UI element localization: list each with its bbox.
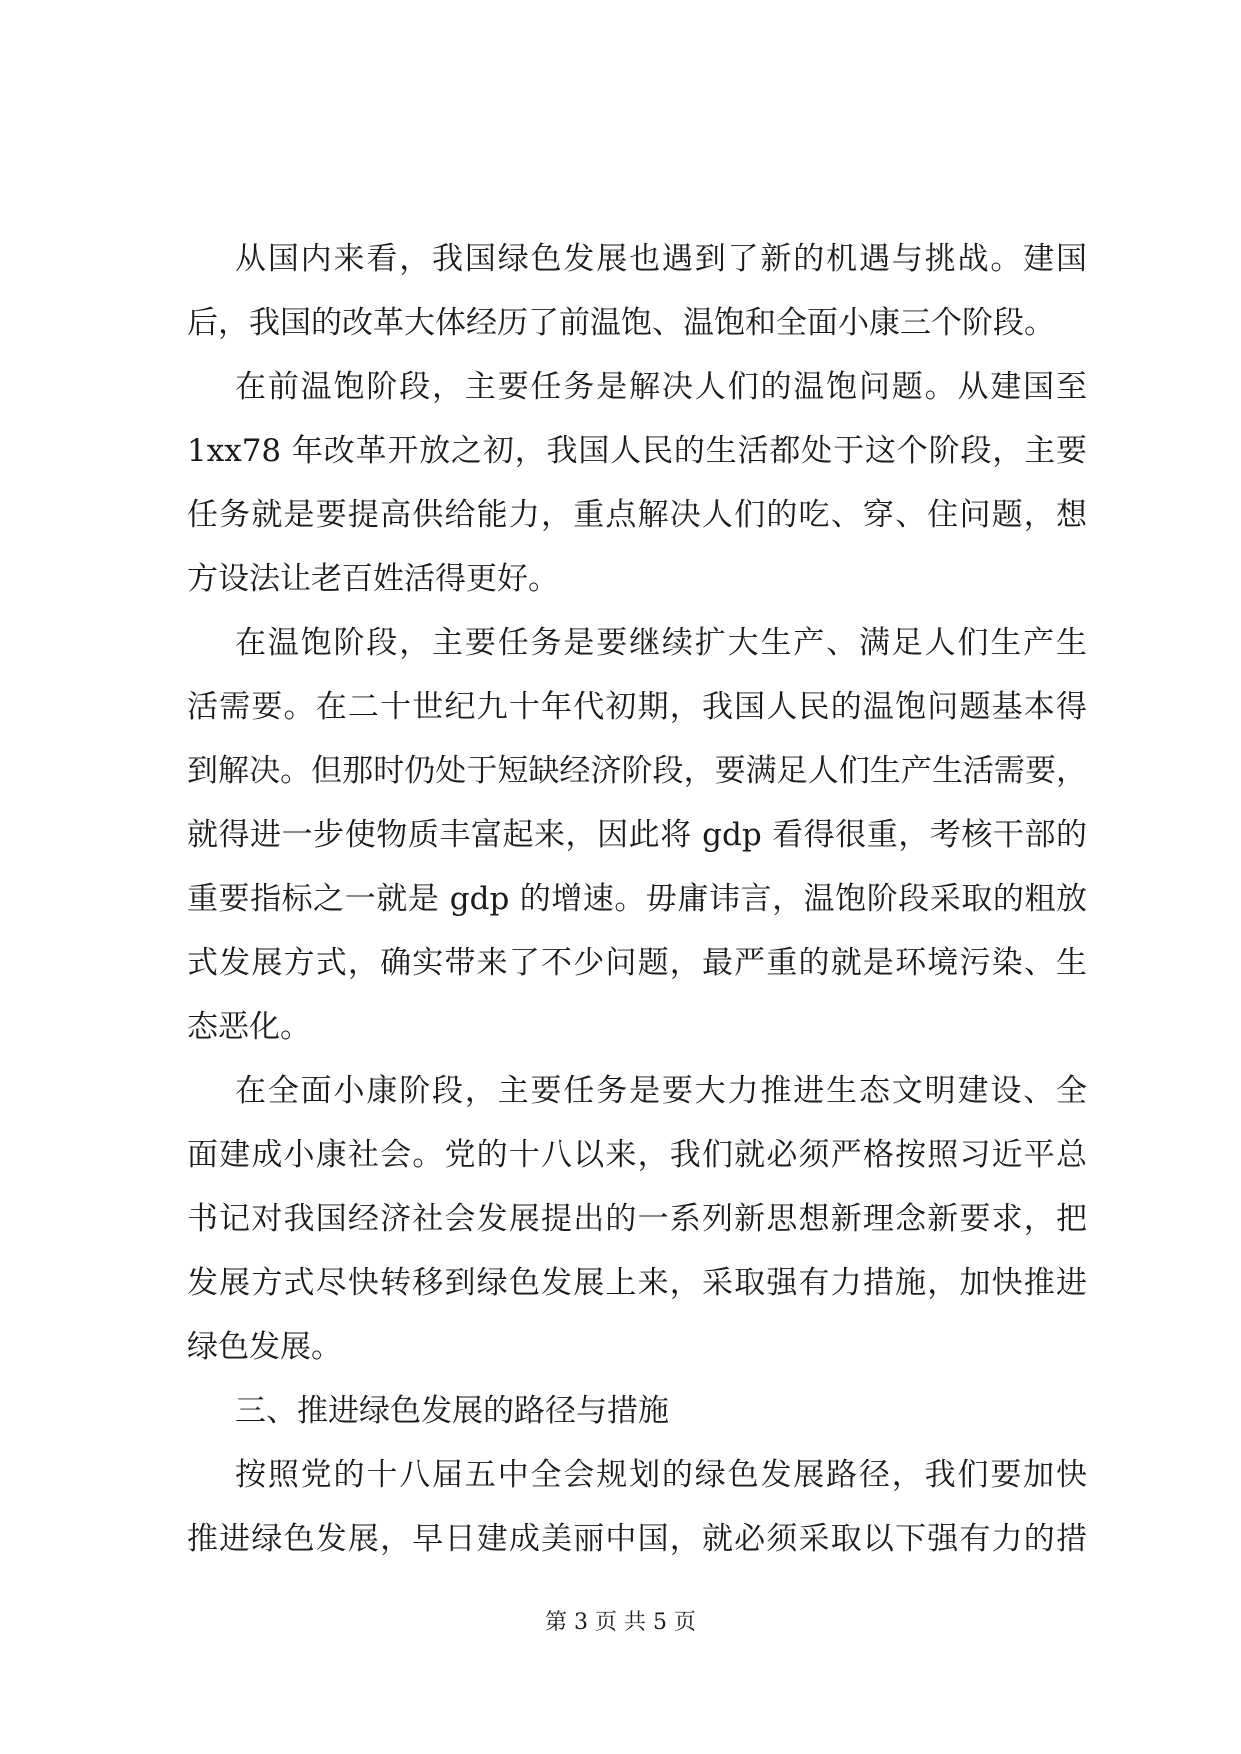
paragraph-1-line-2: 后，我国的改革大体经历了前温饱、温饱和全面小康三个阶段。 <box>187 305 1055 341</box>
paragraph-4-line-4: 发展方式尽快转移到绿色发展上来，采取强有力措施，加快推进 <box>187 1265 1087 1301</box>
paragraph-4-line-3: 书记对我国经济社会发展提出的一系列新思想新理念新要求，把 <box>187 1201 1087 1237</box>
paragraph-3-line-6: 式发展方式，确实带来了不少问题，最严重的就是环境污染、生 <box>187 945 1087 981</box>
paragraph-4-line-1: 在全面小康阶段，主要任务是要大力推进生态文明建设、全 <box>235 1073 1087 1109</box>
paragraph-2-line-2: 1xx78 年改革开放之初，我国人民的生活都处于这个阶段，主要 <box>187 433 1087 469</box>
paragraph-3-line-2: 活需要。在二十世纪九十年代初期，我国人民的温饱问题基本得 <box>187 689 1087 725</box>
paragraph-1-line-1: 从国内来看，我国绿色发展也遇到了新的机遇与挑战。建国 <box>235 241 1087 277</box>
paragraph-5-line-1: 按照党的十八届五中全会规划的绿色发展路径，我们要加快 <box>235 1457 1087 1493</box>
section-heading: 三、推进绿色发展的路径与措施 <box>235 1393 669 1429</box>
paragraph-3-line-5: 重要指标之一就是 gdp 的增速。毋庸讳言，温饱阶段采取的粗放 <box>187 881 1087 917</box>
document-body <box>187 227 1087 1571</box>
paragraph-3-line-3: 到解决。但那时仍处于短缺经济阶段，要满足人们生产生活需要， <box>187 753 1087 789</box>
paragraph-3-line-4: 就得进一步使物质丰富起来，因此将 gdp 看得很重，考核干部的 <box>187 817 1087 853</box>
paragraph-2-line-4: 方设法让老百姓活得更好。 <box>187 561 559 597</box>
paragraph-4-line-2: 面建成小康社会。党的十八以来，我们就必须严格按照习近平总 <box>187 1137 1087 1173</box>
paragraph-5-line-2: 推进绿色发展，早日建成美丽中国，就必须采取以下强有力的措 <box>187 1521 1087 1557</box>
paragraph-2-line-3: 任务就是要提高供给能力，重点解决人们的吃、穿、住问题，想 <box>187 497 1087 533</box>
paragraph-4-line-5: 绿色发展。 <box>187 1329 342 1365</box>
paragraph-2-line-1: 在前温饱阶段，主要任务是解决人们的温饱问题。从建国至 <box>235 369 1087 405</box>
paragraph-3-line-7: 态恶化。 <box>187 1009 311 1045</box>
page-number-footer: 第 3 页 共 5 页 <box>545 1610 696 1635</box>
paragraph-3-line-1: 在温饱阶段，主要任务是要继续扩大生产、满足人们生产生 <box>235 625 1087 661</box>
